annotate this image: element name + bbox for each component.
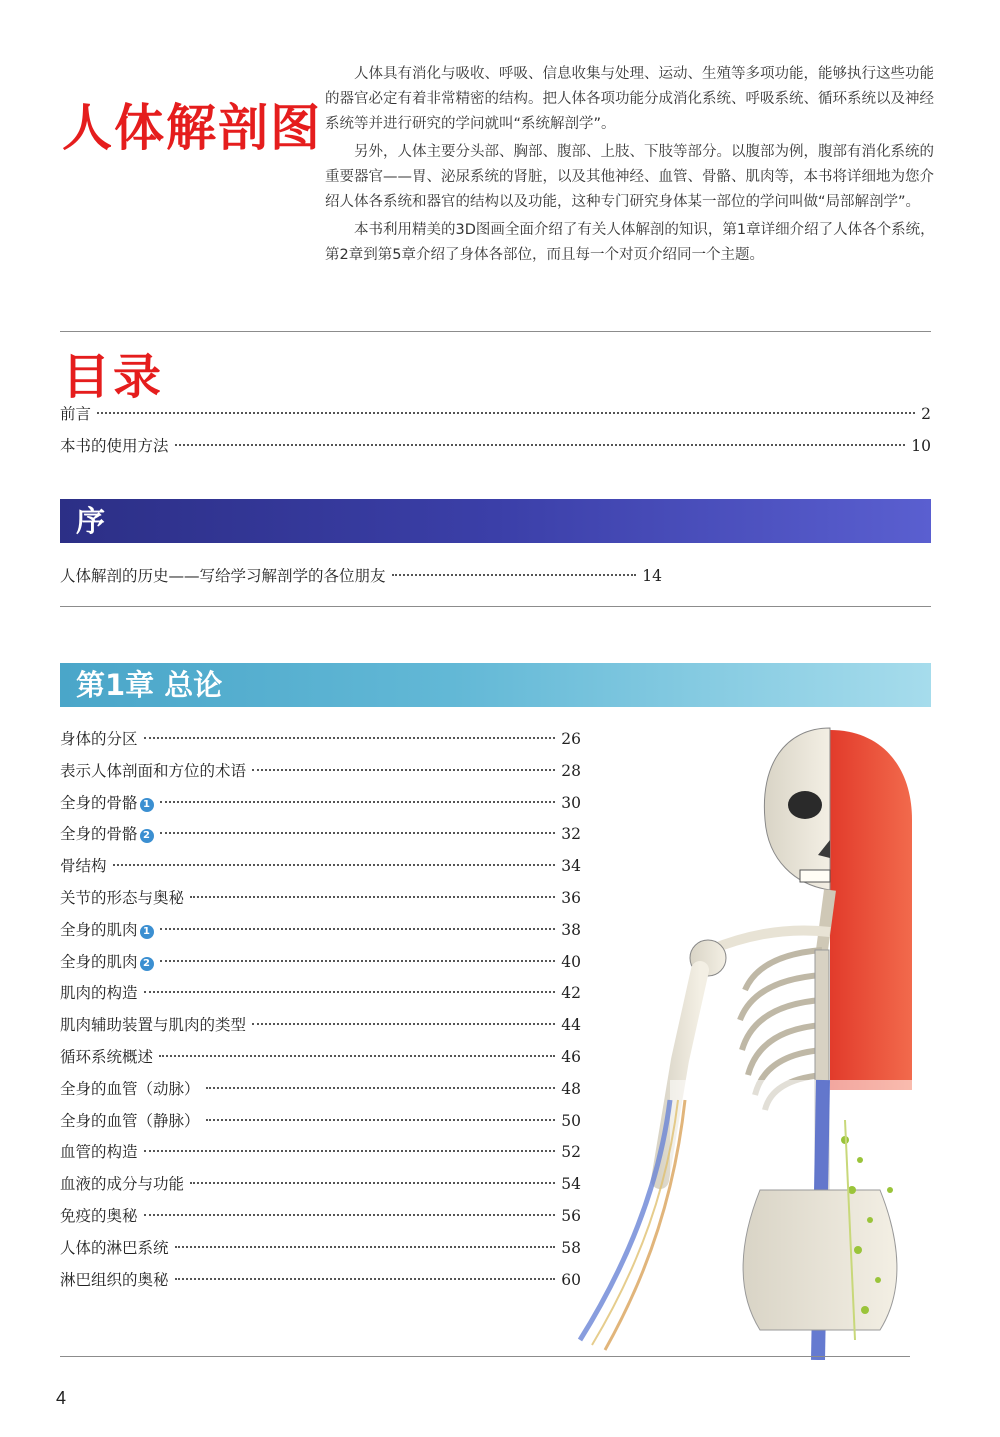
dot-leader [175, 444, 906, 446]
toc-entry-page: 42 [561, 984, 581, 1002]
toc-entry[interactable] [60, 1172, 581, 1196]
toc-entry-page: 38 [561, 921, 581, 939]
toc-entry-page: 26 [561, 730, 581, 748]
dot-leader [160, 928, 556, 930]
toc-entry-text: 骨结构 [60, 857, 107, 875]
toc-entry-label [60, 822, 154, 846]
toc-entry-label [60, 791, 154, 815]
toc-entry-label [60, 1013, 246, 1037]
dot-leader [175, 1278, 556, 1280]
toc-entry-page: 10 [911, 437, 931, 455]
toc-entry-page: 56 [561, 1207, 581, 1225]
number-badge: 1 [140, 798, 154, 812]
toc-entry-text: 肌肉辅助装置与肌肉的类型 [60, 1016, 247, 1034]
toc-entry-text: 全身的骨骼 [60, 825, 138, 843]
toc-entry-text: 全身的骨骼 [60, 794, 138, 812]
toc-entry-page: 14 [642, 567, 662, 585]
dot-leader [160, 801, 556, 803]
toc-entry[interactable] [60, 1109, 581, 1133]
toc-entry[interactable] [60, 1140, 581, 1164]
toc-entry[interactable] [60, 1204, 581, 1228]
toc-entry[interactable] [60, 727, 581, 751]
number-badge: 2 [140, 957, 154, 971]
toc-entry-text: 身体的分区 [60, 730, 138, 748]
toc-entry-page: 48 [561, 1080, 581, 1098]
toc-entry-page: 46 [561, 1048, 581, 1066]
toc-entry[interactable] [60, 1236, 581, 1260]
dot-leader [206, 1119, 556, 1121]
toc-entry-how-to-use[interactable] [60, 434, 931, 458]
toc-entry-text: 血液的成分与功能 [60, 1175, 185, 1193]
section-band-chapter1: 第1章 总论 [60, 663, 931, 707]
intro-paragraph: 本书利用精美的3D图画全面介绍了有关人体解剖的知识，第1章详细介绍了人体各个系统，第2章到第5章介绍了身体各部位，而且每一个对页介绍同一个主题。 [325, 222, 935, 263]
toc-entry-page: 2 [921, 405, 931, 423]
toc-entry-label [60, 854, 107, 878]
toc-entry[interactable] [60, 791, 581, 815]
toc-entry-label [60, 1172, 184, 1196]
toc-entry-page: 40 [561, 953, 581, 971]
divider [60, 331, 931, 332]
toc-entry-page: 32 [561, 825, 581, 843]
toc-entry-history[interactable] [60, 564, 662, 588]
toc-entry[interactable] [60, 822, 581, 846]
toc-entry[interactable] [60, 981, 581, 1005]
toc-entry[interactable] [60, 1268, 581, 1292]
toc-entry-label [60, 886, 184, 910]
toc-entry-label [60, 759, 246, 783]
dot-leader [175, 1246, 556, 1248]
toc-entry-label [60, 1045, 153, 1069]
toc-entry[interactable] [60, 918, 581, 942]
toc-entry-page: 50 [561, 1112, 581, 1130]
toc-entry-label [60, 1109, 200, 1133]
toc-entry-text: 肌肉的构造 [60, 984, 138, 1002]
toc-entry-label [60, 1077, 200, 1101]
toc-entry-page: 34 [561, 857, 581, 875]
dot-leader [97, 412, 915, 414]
intro-paragraph: 另外，人体主要分头部、胸部、腹部、上肢、下肢等部分。以腹部为例，腹部有消化系统的重要器官——胃、泌尿系统的肾脏，以及其他神经、血管、骨骼、肌肉等，本书将详细地为您介绍人体各系统和器官的结构以及功能，这种专门研究身体某一部位的学问叫做“局部解剖学”。 [325, 144, 934, 210]
dot-leader [144, 737, 556, 739]
toc-entry-text: 免疫的奥秘 [60, 1207, 138, 1225]
intro-text [325, 62, 937, 271]
toc-entry[interactable] [60, 886, 581, 910]
toc-entry-label [60, 1140, 138, 1164]
dot-leader [190, 896, 555, 898]
dot-leader [252, 769, 555, 771]
toc-entry-text: 全身的血管（静脉） [60, 1112, 200, 1130]
toc-entry-text: 全身的肌肉 [60, 953, 138, 971]
toc-entry[interactable] [60, 854, 581, 878]
eye-socket-icon [788, 791, 822, 819]
divider [60, 1356, 910, 1357]
anatomy-illustration [560, 720, 916, 1360]
section-band-preface: 序 [60, 499, 931, 543]
toc-entry-label [60, 1236, 169, 1260]
toc-entry-label [60, 981, 138, 1005]
toc-entry-label: 人体解剖的历史——写给学习解剖学的各位朋友 [60, 567, 386, 585]
toc-entry[interactable] [60, 1013, 581, 1037]
dot-leader [144, 991, 556, 993]
toc-entry-label [60, 1204, 138, 1228]
toc-entry-text: 关节的形态与奥秘 [60, 889, 185, 907]
dot-leader [159, 1055, 555, 1057]
toc-entry-page: 54 [561, 1175, 581, 1193]
toc-title: 目录 [62, 349, 165, 405]
toc-entry[interactable] [60, 759, 581, 783]
dot-leader [392, 574, 637, 576]
number-badge: 1 [140, 925, 154, 939]
toc-entry-label [60, 950, 154, 974]
toc-entry-text: 血管的构造 [60, 1143, 138, 1161]
dot-leader [252, 1023, 555, 1025]
toc-entry-text: 全身的血管（动脉） [60, 1080, 200, 1098]
dot-leader [206, 1087, 556, 1089]
toc-entry-text: 循环系统概述 [60, 1048, 154, 1066]
dot-leader [144, 1214, 556, 1216]
toc-entry-label: 前言 [60, 405, 92, 423]
page-title: 人体解剖图 [62, 99, 322, 157]
toc-entry-label [60, 727, 138, 751]
dot-leader [160, 960, 556, 962]
divider [60, 606, 931, 607]
toc-entry[interactable] [60, 950, 581, 974]
toc-entry-page: 28 [561, 762, 581, 780]
muscle-half-icon [830, 730, 912, 1090]
toc-entry[interactable] [60, 1077, 581, 1101]
toc-entry-page: 52 [561, 1143, 581, 1161]
number-badge: 2 [140, 829, 154, 843]
toc-entry-text: 表示人体剖面和方位的术语 [60, 762, 247, 780]
toc-entry-text: 淋巴组织的奥秘 [60, 1271, 169, 1289]
dot-leader [144, 1150, 556, 1152]
dot-leader [160, 832, 556, 834]
toc-entry-text: 全身的肌肉 [60, 921, 138, 939]
toc-entry-label [60, 1268, 169, 1292]
toc-entry-page: 58 [561, 1239, 581, 1257]
toc-entry-label: 本书的使用方法 [60, 437, 169, 455]
toc-entry[interactable] [60, 1045, 581, 1069]
dot-leader [113, 864, 556, 866]
dot-leader [190, 1182, 555, 1184]
toc-entry-page: 44 [561, 1016, 581, 1034]
toc-entry-text: 人体的淋巴系统 [60, 1239, 169, 1257]
page-number: 4 [56, 1388, 67, 1408]
toc-entry-preface[interactable] [60, 402, 931, 426]
clavicle-icon [710, 930, 830, 950]
intro-paragraph: 人体具有消化与吸收、呼吸、信息收集与处理、运动、生殖等多项功能，能够执行这些功能的器官必定有着非常精密的结构。把人体各项功能分成消化系统、呼吸系统、循环系统以及神经系统等并进行研究的学问就叫“系统解剖学”。 [325, 66, 934, 132]
toc-entry-page: 30 [561, 794, 581, 812]
toc-entry-label [60, 918, 154, 942]
toc-entry-page: 60 [561, 1271, 581, 1289]
pelvis-icon [743, 1190, 897, 1330]
toc-entry-page: 36 [561, 889, 581, 907]
